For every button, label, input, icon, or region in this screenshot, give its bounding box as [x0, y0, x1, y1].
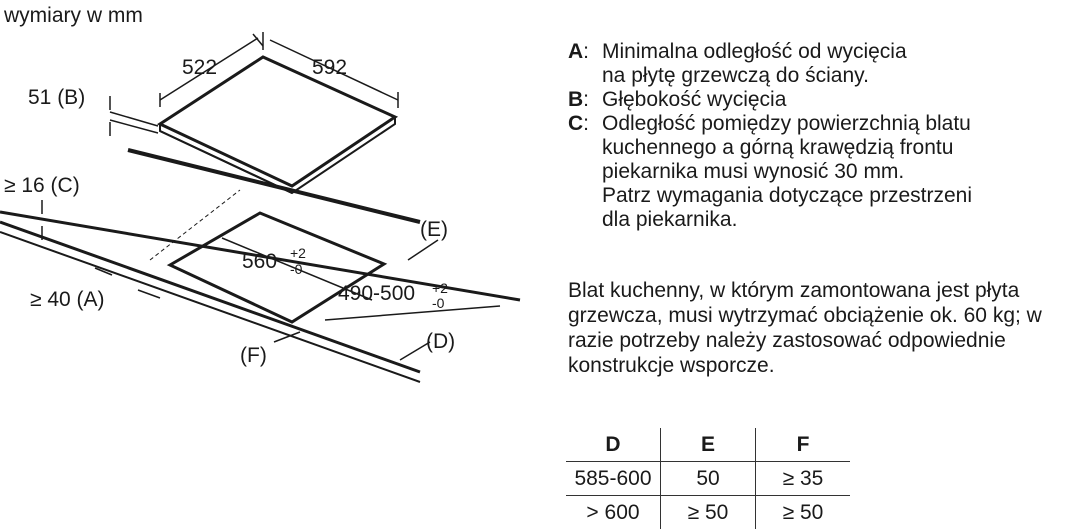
table-header: E [661, 428, 756, 462]
legend-key: B [568, 88, 583, 111]
cutout-width-tol-minus: -0 [290, 261, 303, 277]
label-b: 51 (B) [28, 86, 85, 109]
units-caption: wymiary w mm [3, 4, 143, 27]
label-a: ≥ 40 (A) [30, 288, 105, 311]
legend-text: Minimalna odległość od wycięcia na płytę grzewczą do ściany. [602, 40, 1078, 88]
table-row [566, 462, 850, 496]
table-header: D [566, 428, 661, 462]
table-header-row [566, 428, 850, 462]
legend-item-c: C: Odległość pomiędzy powierzchnią blatu kuchennego a górną krawędzią frontu piekarnika musi wynosić 30 mm. Patrz wymagania dotyczące przestrzeni dla piekarnika. [568, 112, 1078, 232]
legend-key: C [568, 112, 583, 135]
table-cell: 585-600 [566, 462, 661, 496]
label-d: (D) [426, 330, 455, 353]
label-e: (E) [420, 218, 448, 241]
label-f: (F) [240, 344, 267, 367]
table-cell: ≥ 35 [756, 462, 851, 496]
hob-width-label: 592 [312, 56, 347, 79]
legend-text: Głębokość wycięcia [602, 88, 1078, 112]
load-note: Blat kuchenny, w którym zamontowana jest płyta grzewcza, musi wytrzymać obciążenie ok. 60 kg; w razie potrzeby należy zastosować odpowiednie konstrukcje wsporcze. [568, 278, 1083, 378]
legend-item-a: A: Minimalna odległość od wycięcia na płytę grzewczą do ściany. [568, 40, 1078, 88]
legend-key: A [568, 40, 583, 63]
cutout-depth-tol-plus: +2 [432, 280, 448, 296]
table-cell: ≥ 50 [756, 496, 851, 529]
label-c: ≥ 16 (C) [4, 174, 80, 197]
cutout-depth-tol-minus: -0 [432, 295, 445, 311]
legend [568, 40, 1078, 232]
table-row [566, 496, 850, 529]
legend-item-b: B: Głębokość wycięcia [568, 88, 1078, 112]
cutout-depth-label: 490-500 [338, 282, 415, 305]
dimensions-table [566, 428, 850, 529]
table-cell: ≥ 50 [661, 496, 756, 529]
legend-text: Odległość pomiędzy powierzchnią blatu kuchennego a górną krawędzią frontu piekarnika musi wynosić 30 mm. Patrz wymagania dotyczące przestrzeni dla piekarnika. [602, 112, 1078, 232]
table-cell: 50 [661, 462, 756, 496]
cutout-width-tol-plus: +2 [290, 245, 306, 261]
hob-depth-label: 522 [182, 56, 217, 79]
cutout-width-label: 560 [242, 250, 277, 273]
table-cell: > 600 [566, 496, 661, 529]
table-header: F [756, 428, 851, 462]
hob-illustration [110, 32, 420, 222]
